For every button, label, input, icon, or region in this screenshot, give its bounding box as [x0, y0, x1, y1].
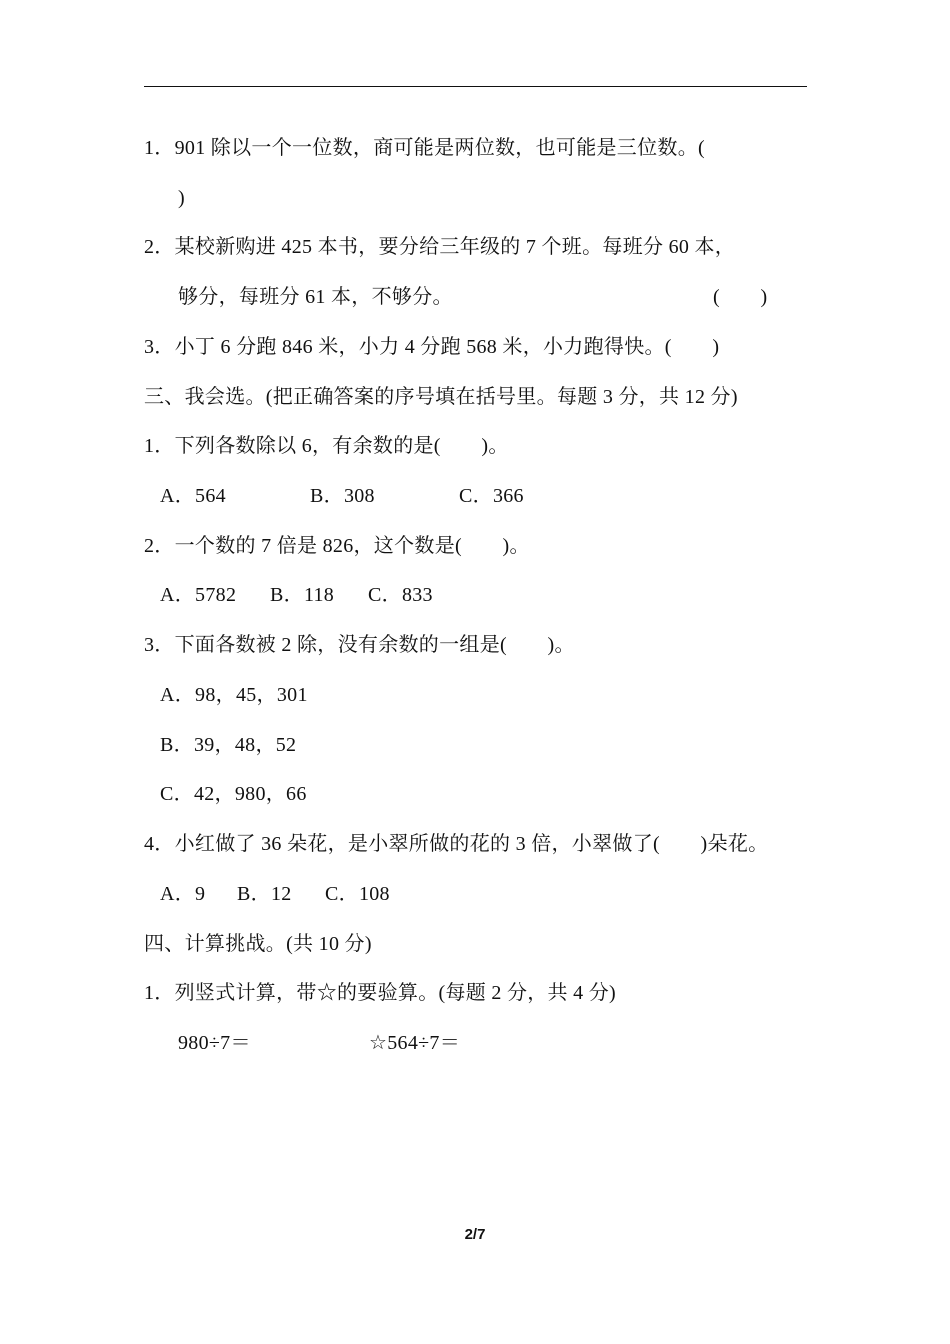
choose-q4-option-c: C．108	[325, 883, 390, 905]
choose-q2-option-b: B．118	[270, 584, 335, 606]
choose-q1-option-c: C．366	[459, 485, 524, 507]
choose-q1-stem: 1．下列各数除以 6，有余数的是( )。	[144, 435, 509, 457]
choose-q4-option-a: A．9	[160, 883, 206, 905]
header-rule	[144, 86, 807, 87]
choose-q4-stem: 4．小红做了 36 朵花，是小翠所做的花的 3 倍，小翠做了( )朵花。	[144, 833, 769, 855]
judge-q3-line1: 3．小丁 6 分跑 846 米，小力 4 分跑 568 米，小力跑得快。( )	[144, 336, 720, 358]
page-number: 2/7	[464, 1226, 486, 1243]
choose-q3-option-a: A．98，45，301	[160, 684, 308, 706]
choose-q3-stem: 3．下面各数被 2 除，没有余数的一组是( )。	[144, 634, 575, 656]
choose-q1-option-b: B．308	[310, 485, 375, 507]
choose-q2-option-a: A．5782	[160, 584, 237, 606]
choose-q1-option-a: A．564	[160, 485, 226, 507]
choose-q4-option-b: B．12	[237, 883, 292, 905]
judge-q2-line2: 够分，每班分 61 本，不够分。	[178, 286, 453, 308]
calc-q1-stem: 1．列竖式计算，带☆的要验算。(每题 2 分，共 4 分)	[144, 982, 617, 1004]
choose-q2-stem: 2．一个数的 7 倍是 826，这个数是( )。	[144, 535, 530, 557]
section-heading-calc: 四、计算挑战。(共 10 分)	[144, 933, 372, 955]
judge-q1-line1: 1．901 除以一个一位数，商可能是两位数，也可能是三位数。(	[144, 137, 705, 159]
judge-q2-line1: 2．某校新购进 425 本书，要分给三年级的 7 个班。每班分 60 本，	[144, 236, 736, 258]
calc-expression-1: 980÷7＝	[178, 1032, 251, 1054]
judge-q2-answer-paren: ( )	[713, 286, 768, 308]
choose-q2-option-c: C．833	[368, 584, 433, 606]
section-heading-choose: 三、我会选。(把正确答案的序号填在括号里。每题 3 分，共 12 分)	[144, 386, 738, 408]
judge-q1-line2: )	[178, 187, 185, 209]
choose-q3-option-b: B．39，48，52	[160, 734, 297, 756]
choose-q3-option-c: C．42，980，66	[160, 783, 307, 805]
calc-expression-2: ☆564÷7＝	[369, 1032, 461, 1054]
